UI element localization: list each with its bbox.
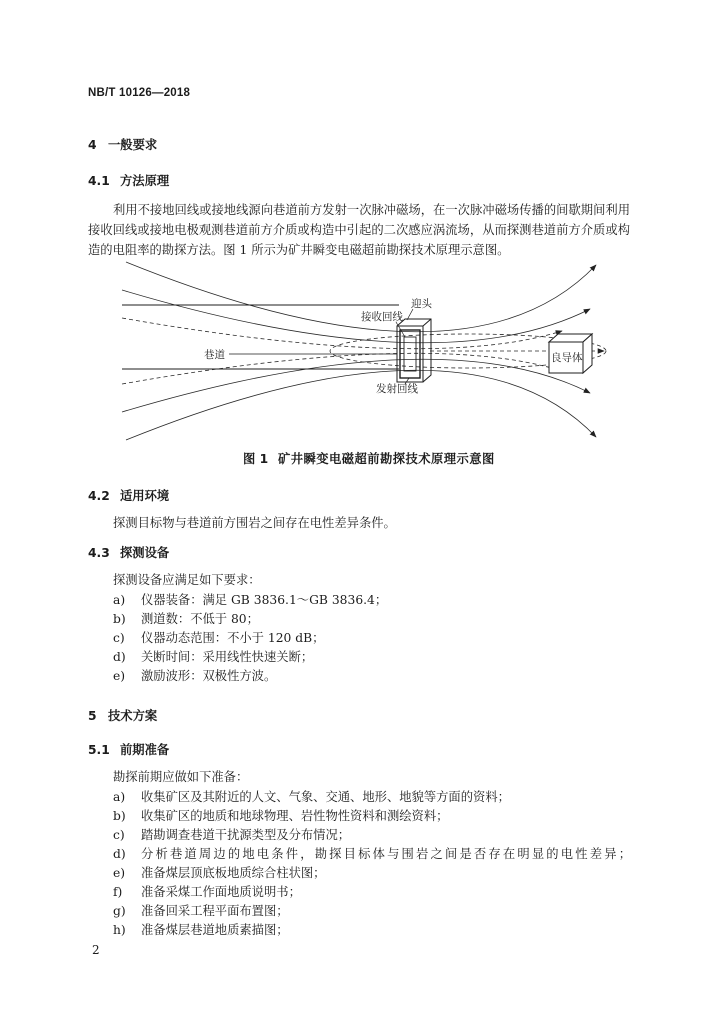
list-marker: a) [113, 592, 126, 607]
receiver-loop-label: 接收回线 [361, 311, 403, 323]
list-marker: g) [113, 903, 126, 918]
face-label: 迎头 [411, 298, 432, 310]
list-item-text: 准备采煤工作面地质说明书； [141, 884, 301, 899]
list-item-text: 收集矿区的地质和地球物理、岩性物性资料和测绘资料； [141, 808, 449, 823]
section-4-heading [88, 135, 157, 155]
list-marker: e) [113, 865, 126, 880]
figure-title: 矿井瞬变电磁超前勘探技术原理示意图 [278, 452, 495, 466]
section-number: 4.3 [88, 546, 110, 560]
list-marker: f) [113, 884, 123, 899]
face-leader-line [407, 309, 413, 320]
list-marker: c) [113, 827, 125, 842]
list-item [113, 864, 631, 883]
working-face-front [397, 326, 423, 382]
paragraph-line: 利用不接地回线或接地线源向巷道前方发射一次脉冲磁场，在一次脉冲磁场传播的间歇期间利用 [113, 203, 630, 217]
list-marker: h) [113, 922, 126, 937]
list-item-text: 关断时间：采用线性快速关断； [141, 649, 314, 664]
section-4-2-heading [88, 486, 169, 506]
section-4-3-heading [88, 543, 169, 563]
list-item [113, 667, 387, 686]
working-face-depth [397, 319, 431, 382]
list-marker: a) [113, 789, 126, 804]
list-item [113, 845, 631, 864]
list-intro: 探测设备应满足如下要求： [113, 573, 261, 587]
list-item [113, 629, 387, 648]
preparation-list [113, 788, 631, 940]
field-line-lower-middle [122, 359, 590, 412]
list-marker: c) [113, 630, 125, 645]
section-title: 技术方案 [108, 709, 158, 723]
list-marker: d) [113, 649, 126, 664]
field-line-lower-outer [126, 370, 596, 440]
list-item [113, 591, 387, 610]
list-item-text: 准备煤层顶底板地质综合柱状图； [141, 865, 326, 880]
list-item [113, 610, 387, 629]
section-number: 5 [88, 709, 97, 723]
list-marker: d) [113, 846, 126, 861]
section-title: 前期准备 [120, 743, 170, 757]
section-number: 4.1 [88, 174, 110, 188]
good-conductor-label: 良导体 [551, 352, 583, 364]
page-number: 2 [92, 943, 100, 957]
paragraph-line: 接收回线或接地电极观测巷道前方介质或构造中引起的二次感应涡流场，从而探测巷道前方介质或构 [88, 223, 630, 237]
section-5-1-heading [88, 740, 169, 760]
list-item-text: 激励波形：双极性方波。 [141, 668, 277, 683]
section-title: 探测设备 [120, 546, 170, 560]
list-marker: e) [113, 668, 126, 683]
list-item [113, 826, 631, 845]
list-item [113, 921, 631, 940]
section-number: 5.1 [88, 743, 110, 757]
list-item-text: 仪器装备：满足 GB 3836.1～GB 3836.4； [141, 592, 388, 607]
list-item-text: 仪器动态范围：不小于 120 dB； [141, 630, 325, 645]
standard-code: NB/T 10126—2018 [88, 87, 191, 99]
list-item [113, 902, 631, 921]
list-item-text: 分析巷道周边的地电条件，勘探目标体与围岩之间是否存在明显的电性差异； [141, 846, 631, 861]
list-marker: b) [113, 611, 126, 626]
section-title: 适用环境 [120, 489, 170, 503]
list-item-text: 收集矿区及其附近的人文、气象、交通、地形、地貌等方面的资料； [141, 789, 510, 804]
list-item-text: 准备回采工程平面布置图； [141, 903, 289, 918]
section-title: 一般要求 [108, 138, 158, 152]
paragraph-line: 造的电阻率的勘探方法。图 1 所示为矿井瞬变电磁超前勘探技术原理示意图。 [88, 243, 510, 257]
section-title: 方法原理 [120, 174, 170, 188]
list-intro: 勘探前期应做如下准备： [113, 770, 249, 784]
transmitter-loop-label: 发射回线 [376, 383, 418, 395]
list-item [113, 648, 387, 667]
list-item [113, 807, 631, 826]
list-item [113, 788, 631, 807]
equipment-requirements-list [113, 591, 387, 686]
section-number: 4.2 [88, 489, 110, 503]
figure-number: 图 1 [243, 452, 269, 466]
section-5-heading [88, 706, 157, 726]
list-item-text: 测道数：不低于 80； [141, 611, 259, 626]
list-item [113, 883, 631, 902]
paragraph: 探测目标物与巷道前方围岩之间存在电性差异条件。 [113, 516, 396, 530]
roadway-label: 巷道 [204, 349, 225, 361]
list-marker: b) [113, 808, 126, 823]
list-item-text: 踏勘调查巷道干扰源类型及分布情况； [141, 827, 351, 842]
section-4-1-heading [88, 171, 169, 191]
section-number: 4 [88, 138, 97, 152]
field-line-upper-middle [122, 290, 590, 343]
figure-1-diagram [118, 256, 612, 444]
list-item-text: 准备煤层巷道地质素描图； [141, 922, 289, 937]
figure-1-caption [243, 449, 495, 469]
